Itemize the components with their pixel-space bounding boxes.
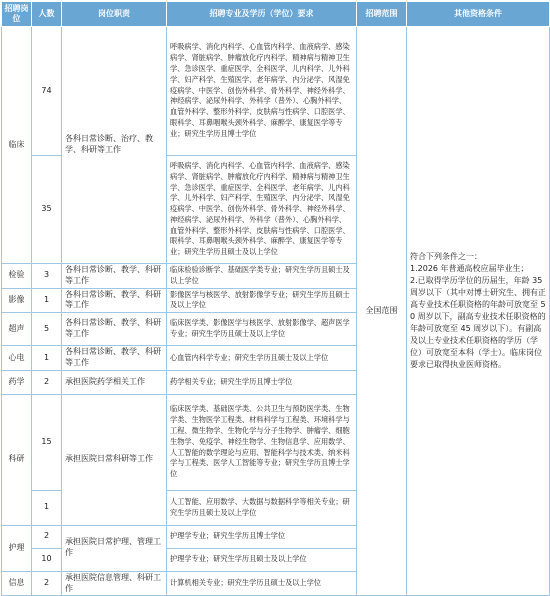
header-other: 其他资格条件	[407, 2, 550, 27]
dept-nursing: 护理	[2, 525, 32, 571]
duty-cell: 承担医院信息管理、科研工作	[62, 571, 167, 596]
other-item-1: 1.2026 年普通高校应届毕业生；	[410, 264, 529, 274]
requirement-cell: 临床检验诊断学、基础医学类专业；研究生学历且硕士及以上学位	[167, 264, 357, 289]
duty-cell: 各科日常诊断、教学、科研等工作	[62, 264, 167, 289]
requirement-cell: 计算机相关专业；研究生学历且硕士及以上学位	[167, 571, 357, 596]
duty-cell: 各科日常诊断、治疗、教学、科研等工作	[62, 27, 167, 264]
range-cell: 全国范围	[357, 27, 407, 596]
count-cell: 1	[32, 288, 62, 313]
duty-cell: 各科日常诊断、教学、科研等工作	[62, 313, 167, 346]
requirement-cell: 临床医学类、基础医学类、公共卫生与预防医学类、生物学类、生物医学工程类、材料科学与工程类、环境科学与工程、微生物学、生物化学与分子生物学、肿瘤学、细胞生物学、免疫学、神经生物学、生物信息学、应用数学、人工智能的数学理论与应用、智能科学与技术类、纳米科学与工程类、医学人工智能等专业；研究生学历且博士学位	[167, 394, 357, 490]
dept-imaging: 影像	[2, 288, 32, 313]
count-cell: 2	[32, 370, 62, 394]
header-range: 招聘范围	[357, 2, 407, 27]
requirement-cell: 影像医学与核医学、放射影像学专业；研究生学历且硕士及以上学位	[167, 288, 357, 313]
requirement-cell: 心血管内科学专业；研究生学历且硕士及以上学位	[167, 346, 357, 371]
requirement-cell: 护理学专业；研究生学历且博士学位	[167, 525, 357, 548]
requirement-cell: 呼吸病学、消化内科学、心血管内科学、血液病学、感染病学、肾脏病学、肿瘤放化疗内科学、精神病与精神卫生学、急诊医学、重症医学、全科医学、老年病学、儿内科学、儿外科学、妇产科学、生殖医学、内分泌学、风湿免疫病学、中医学、创伤外科学、骨外科学、神经外科学、神经病学、泌尿外科学、外科学（普外）、心胸外科学、血管外科学、整形外科学、皮肤病与性病学、口腔医学、眼科学、耳鼻咽喉头颈外科学、麻醉学、康复医学等专业；研究生学历且硕士及以上学位	[167, 156, 357, 264]
count-cell: 2	[32, 571, 62, 596]
count-cell: 35	[32, 156, 62, 264]
other-intro: 符合下列条件之一：	[410, 252, 482, 262]
dept-lab: 检验	[2, 264, 32, 289]
other-conditions-cell	[407, 27, 550, 596]
duty-cell: 承担医院药学相关工作	[62, 370, 167, 394]
other-item-2: 2.已取得学历学位的历届生，年龄 35 周岁以下（其中对博士研究生、拥有正高专业技术任职资格的年龄可放宽至 50 周岁以下，副高专业技术任职资格的年龄可放宽至 45 周岁以下）。有副高及以上专业技术任职资格的学历（学位）可放宽至本科（学士）。临床岗位要求已取得执业医师资格。	[410, 276, 546, 370]
recruitment-table	[1, 1, 550, 596]
requirement-cell: 药学相关专业；研究生学历且博士学位	[167, 370, 357, 394]
requirement-cell: 人工智能、应用数学、大数据与数据科学等相关专业；研究生学历且硕士及以上学位	[167, 490, 357, 525]
duty-cell: 各科日常诊断、教学、科研等工作	[62, 288, 167, 313]
duty-cell: 各科日常诊断、教学、科研等工作	[62, 346, 167, 371]
count-cell: 1	[32, 490, 62, 525]
dept-ecg: 心电	[2, 346, 32, 371]
count-cell: 74	[32, 27, 62, 156]
header-row	[2, 2, 550, 27]
requirement-cell: 临床医学类、影像医学与核医学、放射影像学、超声医学专业；研究生学历且硕士及以上学位	[167, 313, 357, 346]
dept-it: 信息	[2, 571, 32, 596]
dept-research: 科研	[2, 394, 32, 525]
dept-pharmacy: 药学	[2, 370, 32, 394]
count-cell: 2	[32, 525, 62, 548]
count-cell: 5	[32, 313, 62, 346]
count-cell: 10	[32, 548, 62, 571]
header-duty: 岗位职责	[62, 2, 167, 27]
dept-clinical: 临床	[2, 27, 32, 264]
duty-cell: 承担医院日常科研等工作	[62, 394, 167, 525]
count-cell: 15	[32, 394, 62, 490]
requirement-cell: 呼吸病学、消化内科学、心血管内科学、血液病学、感染病学、肾脏病学、肿瘤放化疗内科学、精神病与精神卫生学、急诊医学、重症医学、全科医学、儿内科学、儿外科学、妇产科学、生殖医学、老年病学、内分泌学、风湿免疫病学、中医学、创伤外科学、骨外科学、神经外科学、神经病学、泌尿外科学、外科学（普外）、心胸外科学、血管外科学、整形外科学、皮肤病与性病学、口腔医学、眼科学、耳鼻咽喉头颈外科学、麻醉学、康复医学等专业；研究生学历且博士学位	[167, 27, 357, 156]
header-position: 招聘岗位	[2, 2, 32, 27]
header-requirement: 招聘专业及学历（学位）要求	[167, 2, 357, 27]
dept-ultrasound: 超声	[2, 313, 32, 346]
table-row	[2, 27, 550, 156]
count-cell: 3	[32, 264, 62, 289]
header-count: 人数	[32, 2, 62, 27]
requirement-cell: 护理学专业；研究生学历且硕士及以上学位	[167, 548, 357, 571]
count-cell: 1	[32, 346, 62, 371]
duty-cell: 承担医院日常护理、管理工作	[62, 525, 167, 571]
